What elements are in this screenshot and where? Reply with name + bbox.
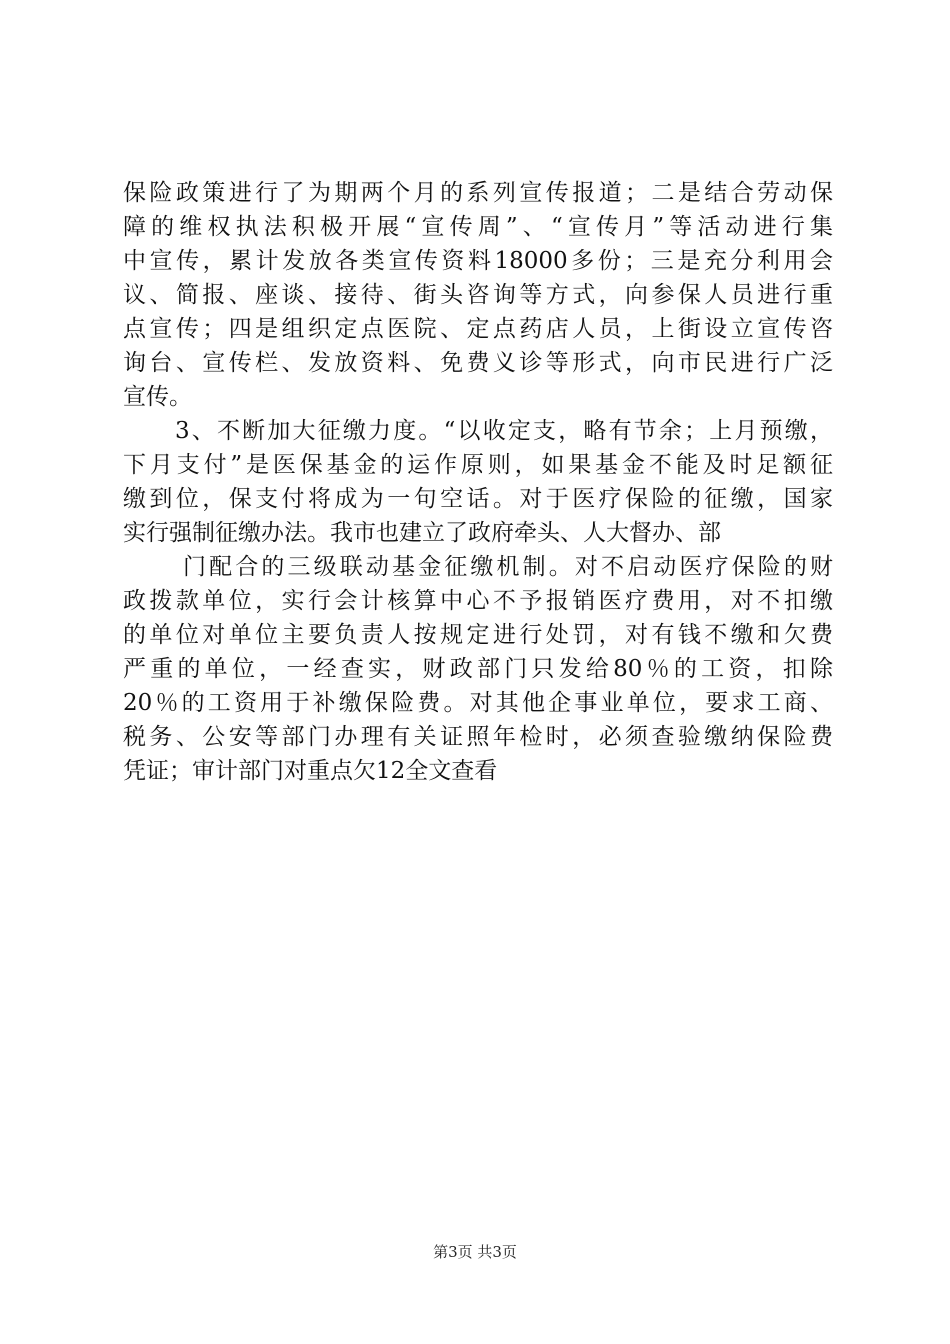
text-line: 障的维权执法积极开展“宣传周”、“宣传月”等活动进行集 bbox=[123, 214, 833, 240]
text-line: 20％的工资用于补缴保险费。对其他企事业单位，要求工商、 bbox=[123, 690, 833, 716]
page-footer bbox=[0, 1242, 950, 1262]
document-body bbox=[123, 176, 833, 788]
text-line: 严重的单位，一经查实，财政部门只发给80％的工资，扣除 bbox=[123, 656, 833, 682]
text-line: 凭证；审计部门对重点欠12全文查看 bbox=[123, 758, 498, 784]
text-line: 缴到位，保支付将成为一句空话。对于医疗保险的征缴，国家 bbox=[123, 486, 833, 512]
text-line: 税务、公安等部门办理有关证照年检时，必须查验缴纳保险费 bbox=[123, 724, 833, 750]
text-line: 门配合的三级联动基金征缴机制。对不启动医疗保险的财 bbox=[183, 554, 833, 580]
text-line: 下月支付”是医保基金的运作原则，如果基金不能及时足额征 bbox=[123, 452, 833, 478]
text-line: 的单位对单位主要负责人按规定进行处罚，对有钱不缴和欠费 bbox=[123, 622, 833, 648]
text-line: 3、不断加大征缴力度。“以收定支，略有节余；上月预缴， bbox=[175, 418, 833, 444]
text-line: 询台、宣传栏、发放资料、免费义诊等形式，向市民进行广泛 bbox=[123, 350, 833, 376]
text-line: 议、简报、座谈、接待、街头咨询等方式，向参保人员进行重 bbox=[123, 282, 833, 308]
text-line: 宣传。 bbox=[123, 384, 192, 410]
page-number: 第3页 共3页 bbox=[433, 1243, 517, 1261]
text-line: 点宣传；四是组织定点医院、定点药店人员，上街设立宣传咨 bbox=[123, 316, 833, 342]
text-line: 中宣传，累计发放各类宣传资料18000多份；三是充分利用会 bbox=[123, 248, 833, 274]
text-line: 实行强制征缴办法。我市也建立了政府牵头、人大督办、部 bbox=[123, 520, 721, 546]
text-line: 政拨款单位，实行会计核算中心不予报销医疗费用，对不扣缴 bbox=[123, 588, 833, 614]
text-line: 保险政策进行了为期两个月的系列宣传报道；二是结合劳动保 bbox=[123, 180, 833, 206]
